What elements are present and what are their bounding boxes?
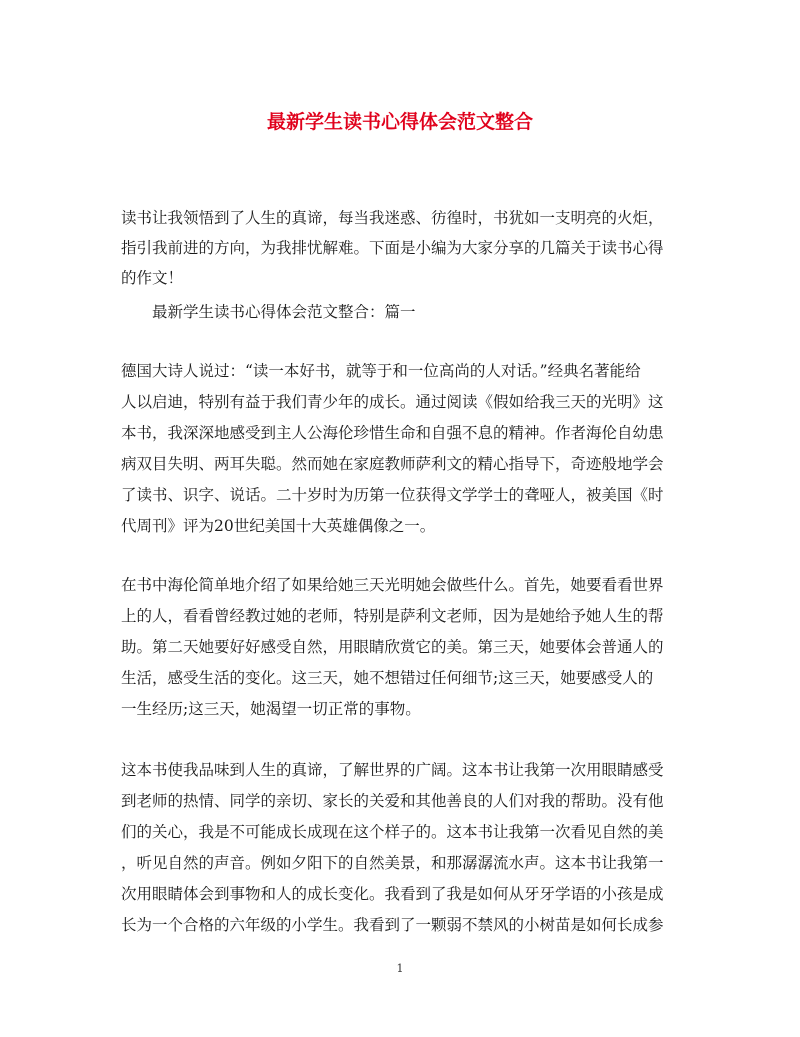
paragraph-1-line-5: 了读书、识字、说话。二十岁时为历第一位获得文学学士的聋哑人，被美国《时: [121, 486, 664, 504]
intro-line-1: 读书让我领悟到了人生的真谛，每当我迷惑、彷徨时，书犹如一支明亮的火炬，: [121, 209, 664, 227]
document-title: 最新学生读书心得体会范文整合: [266, 111, 533, 133]
paragraph-1-line-1: 德国大诗人说过：“读一本好书，就等于和一位高尚的人对话。”经典名著能给: [121, 362, 641, 380]
paragraph-3-line-4: ，听见自然的声音。例如夕阳下的自然美景，和那潺潺流水声。这本书让我第一: [121, 854, 664, 872]
paragraph-1-line-6: 代周刊》评为20世纪美国十大英雄偶像之一。: [121, 517, 436, 535]
intro-line-2: 指引我前进的方向，为我排忧解难。下面是小编为大家分享的几篇关于读书心得: [121, 239, 664, 257]
section-heading: 最新学生读书心得体会范文整合：篇一: [152, 303, 416, 321]
page-number: 1: [396, 962, 404, 975]
paragraph-2-line-5: 一生经历;这三天，她渴望一切正常的事物。: [121, 700, 421, 718]
paragraph-2-line-1: 在书中海伦简单地介绍了如果给她三天光明她会做些什么。首先，她要看看世界: [121, 576, 664, 594]
paragraph-1-line-3: 本书，我深深地感受到主人公海伦珍惜生命和自强不息的精神。作者海伦自幼患: [121, 424, 664, 442]
intro-line-3: 的作文！: [121, 269, 184, 287]
paragraph-2-line-4: 生活，感受生活的变化。这三天，她不想错过任何细节;这三天，她要感受人的: [121, 669, 654, 687]
paragraph-2-line-2: 上的人，看看曾经教过她的老师，特别是萨利文老师，因为是她给予她人生的帮: [121, 607, 664, 625]
paragraph-2-line-3: 助。第二天她要好好感受自然，用眼睛欣赏它的美。第三天，她要体会普通人的: [121, 638, 664, 656]
paragraph-3-line-6: 长为一个合格的六年级的小学生。我看到了一颗弱不禁风的小树苗是如何长成参: [121, 916, 664, 934]
paragraph-3-line-3: 们的关心，我是不可能成长成现在这个样子的。这本书让我第一次看见自然的美: [121, 823, 664, 841]
paragraph-3-line-5: 次用眼睛体会到事物和人的成长变化。我看到了我是如何从牙牙学语的小孩是成: [121, 885, 664, 903]
paragraph-3-line-2: 到老师的热情、同学的亲切、家长的关爱和其他善良的人们对我的帮助。没有他: [121, 792, 664, 810]
paragraph-3-line-1: 这本书使我品味到人生的真谛，了解世界的广阔。这本书让我第一次用眼睛感受: [121, 761, 664, 779]
paragraph-1-line-2: 人以启迪，特别有益于我们青少年的成长。通过阅读《假如给我三天的光明》这: [121, 393, 664, 411]
paragraph-1-line-4: 病双目失明、两耳失聪。然而她在家庭教师萨利文的精心指导下，奇迹般地学会: [121, 455, 664, 473]
